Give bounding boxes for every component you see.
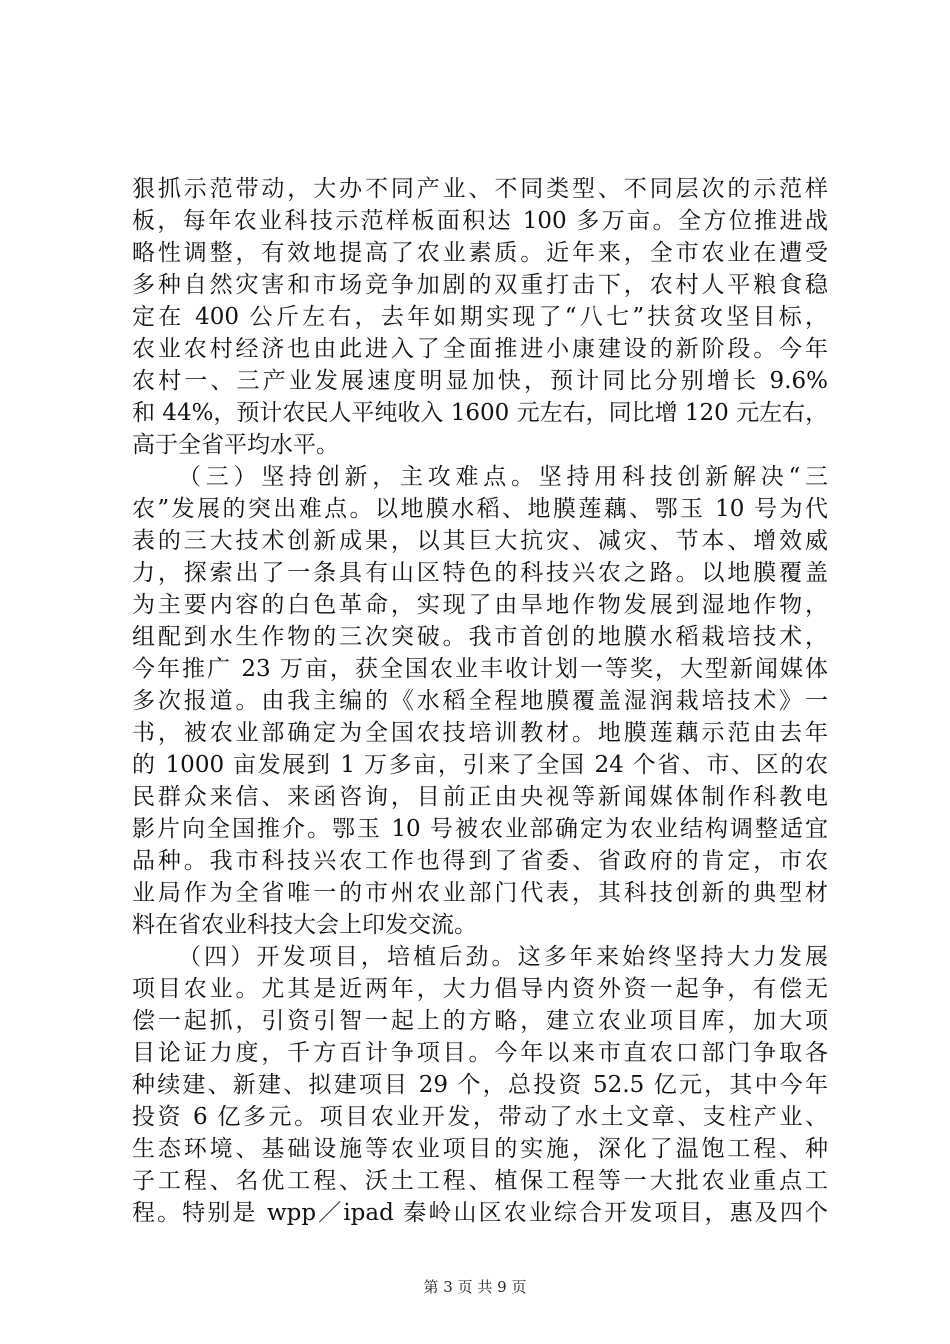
text-line: 民群众来信、来函咨询，目前正由央视等新闻媒体制作科教电 [132, 784, 828, 810]
text-line: 目论证力度，千方百计争项目。今年以来市直农口部门争取各 [132, 1040, 828, 1066]
section-heading-line: （三）坚持创新，主攻难点。坚持用科技创新解决“三 [178, 464, 828, 490]
text-line: 力，探索出了一条具有山区特色的科技兴农之路。以地膜覆盖 [132, 560, 828, 586]
text-line: 定在 400 公斤左右，去年如期实现了“八七”扶贫攻坚目标， [132, 304, 828, 330]
text-line: 农”发展的突出难点。以地膜水稻、地膜莲藕、鄂玉 10 号为代 [132, 496, 828, 522]
text-line: 影片向全国推介。鄂玉 10 号被农业部确定为农业结构调整适宜 [132, 816, 828, 842]
text-line: 项目农业。尤其是近两年，大力倡导内资外资一起争，有偿无 [132, 976, 828, 1002]
text-line: 业局作为全省唯一的市州农业部门代表，其科技创新的典型材 [132, 880, 828, 906]
text-line: 板，每年农业科技示范样板面积达 100 多万亩。全方位推进战 [132, 208, 828, 234]
text-line: 书，被农业部确定为全国农技培训教材。地膜莲藕示范由去年 [132, 720, 828, 746]
text-line: 组配到水生作物的三次突破。我市首创的地膜水稻栽培技术， [132, 624, 828, 650]
section-heading-line: （四）开发项目，培植后劲。这多年来始终坚持大力发展 [178, 944, 828, 970]
text-line: 的 1000 亩发展到 1 万多亩，引来了全国 24 个省、市、区的农 [132, 752, 828, 778]
text-line: 偿一起抓，引资引智一起上的方略，建立农业项目库，加大项 [132, 1008, 828, 1034]
text-line: 品种。我市科技兴农工作也得到了省委、省政府的肯定，市农 [132, 848, 828, 874]
text-line: 狠抓示范带动，大办不同产业、不同类型、不同层次的示范样 [132, 176, 828, 202]
text-line: 表的三大技术创新成果，以其巨大抗灾、减灾、节本、增效威 [132, 528, 828, 554]
text-line: 略性调整，有效地提高了农业素质。近年来，全市农业在遭受 [132, 240, 828, 266]
text-line: 种续建、新建、拟建项目 29 个，总投资 52.5 亿元，其中今年 [132, 1072, 828, 1098]
text-line: 程。特别是 wpp／ipad 秦岭山区农业综合开发项目，惠及四个 [132, 1200, 828, 1226]
text-line: 多次报道。由我主编的《水稻全程地膜覆盖湿润栽培技术》一 [132, 688, 828, 714]
page-number-footer: 第 3 页 共 9 页 [423, 1278, 527, 1296]
text-line: 子工程、名优工程、沃土工程、植保工程等一大批农业重点工 [132, 1168, 828, 1194]
text-line: 料在省农业科技大会上印发交流。 [132, 912, 477, 938]
text-line: 多种自然灾害和市场竞争加剧的双重打击下，农村人平粮食稳 [132, 272, 828, 298]
text-line: 高于全省平均水平。 [132, 432, 339, 458]
text-line: 生态环境、基础设施等农业项目的实施，深化了温饱工程、种 [132, 1136, 828, 1162]
text-line: 农业农村经济也由此进入了全面推进小康建设的新阶段。今年 [132, 336, 828, 362]
text-line: 农村一、三产业发展速度明显加快，预计同比分别增长 9.6% [132, 368, 828, 394]
text-line: 投资 6 亿多元。项目农业开发，带动了水土文章、支柱产业、 [132, 1104, 828, 1130]
body-text [132, 173, 828, 1229]
text-line: 今年推广 23 万亩，获全国农业丰收计划一等奖，大型新闻媒体 [132, 656, 828, 682]
text-line: 为主要内容的白色革命，实现了由旱地作物发展到湿地作物， [132, 592, 828, 618]
text-line: 和 44%，预计农民人平纯收入 1600 元左右，同比增 120 元左右， [132, 400, 828, 426]
